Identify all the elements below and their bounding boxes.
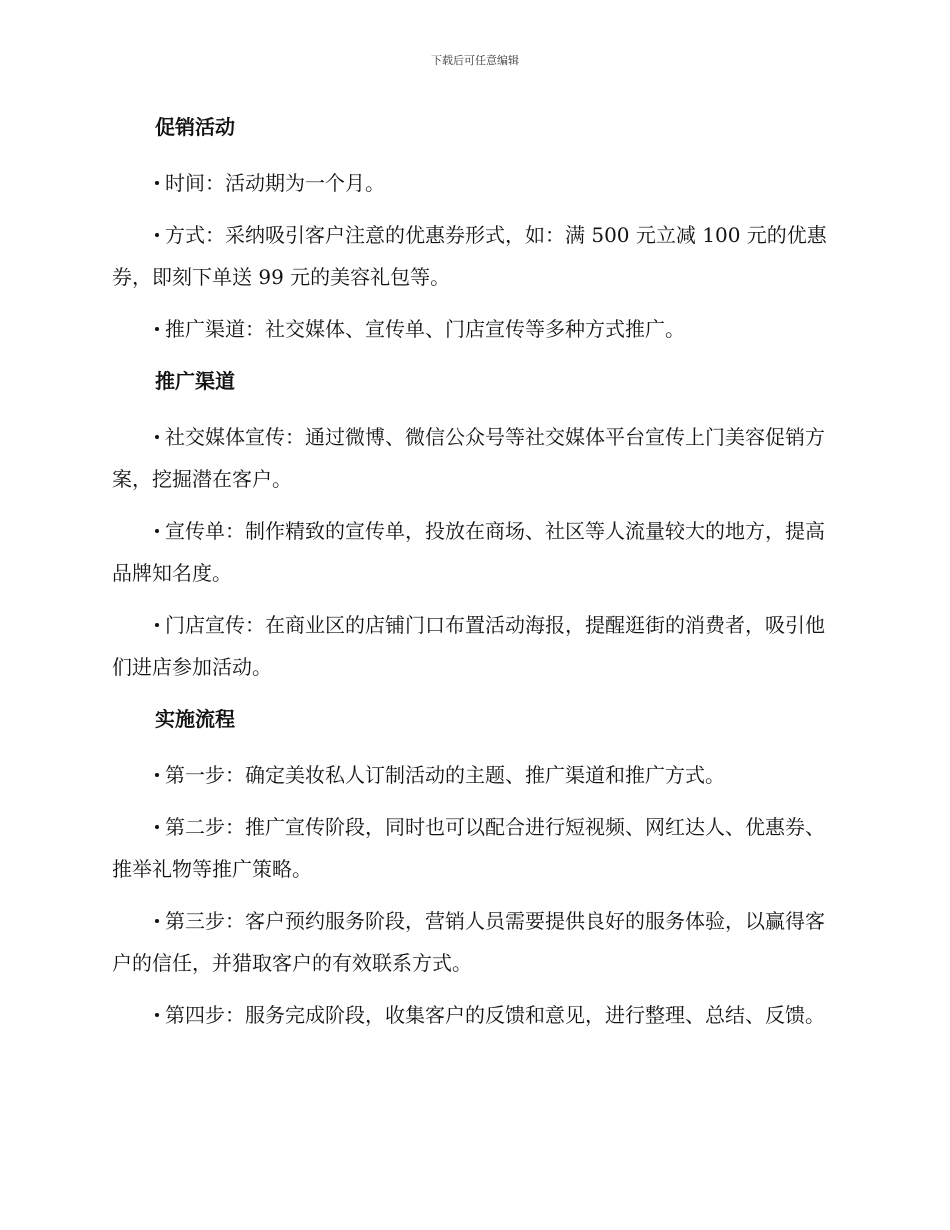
bullet-icon — [155, 773, 159, 777]
list-item — [112, 214, 836, 298]
list-item-text: 门店宣传：在商业区的店铺门口布置活动海报，提醒逛街的消费者，吸引他们进店参加活动。 — [112, 613, 825, 679]
list-item — [112, 900, 836, 984]
bullet-icon — [155, 1013, 159, 1017]
bullet-icon — [155, 529, 159, 533]
list-item — [112, 754, 836, 796]
section-channels — [112, 360, 836, 688]
bullet-icon — [155, 181, 159, 185]
page-header: 下载后可任意编辑 — [431, 54, 519, 67]
list-item-text: 第三步：客户预约服务阶段，营销人员需要提供良好的服务体验，以赢得客户的信任，并猎取客户的有效联系方式。 — [112, 909, 825, 975]
bullet-icon — [155, 233, 159, 237]
section-promotion — [112, 106, 836, 350]
document-body — [112, 106, 836, 1046]
bullet-icon — [155, 327, 159, 331]
bullet-icon — [155, 623, 159, 627]
list-item — [112, 604, 836, 688]
section-heading: 推广渠道 — [155, 369, 235, 393]
list-item — [112, 806, 836, 890]
list-item — [112, 308, 836, 350]
list-item — [112, 994, 836, 1036]
section-process — [112, 698, 836, 1036]
bullet-icon — [155, 435, 159, 439]
list-item-text: 第二步：推广宣传阶段，同时也可以配合进行短视频、网红达人、优惠券、推举礼物等推广策略。 — [112, 815, 825, 881]
bullet-icon — [155, 825, 159, 829]
list-item-text: 第一步：确定美妆私人订制活动的主题、推广渠道和推广方式。 — [165, 763, 725, 787]
list-item — [112, 416, 836, 500]
list-item-text: 推广渠道：社交媒体、宣传单、门店宣传等多种方式推广。 — [165, 317, 685, 341]
list-item-text: 时间：活动期为一个月。 — [165, 171, 385, 195]
list-item-text: 第四步：服务完成阶段，收集客户的反馈和意见，进行整理、总结、反馈。 — [165, 1003, 825, 1027]
list-item-text: 宣传单：制作精致的宣传单，投放在商场、社区等人流量较大的地方，提高品牌知名度。 — [112, 519, 825, 585]
bullet-icon — [155, 919, 159, 923]
section-heading: 实施流程 — [155, 707, 235, 731]
list-item-text: 社交媒体宣传：通过微博、微信公众号等社交媒体平台宣传上门美容促销方案，挖掘潜在客户。 — [112, 425, 825, 491]
list-item — [112, 162, 836, 204]
list-item — [112, 510, 836, 594]
section-heading: 促销活动 — [155, 115, 235, 139]
list-item-text: 方式：采纳吸引客户注意的优惠券形式，如：满 500 元立减 100 元的优惠券，即刻下单送 99 元的美容礼包等。 — [112, 223, 827, 289]
